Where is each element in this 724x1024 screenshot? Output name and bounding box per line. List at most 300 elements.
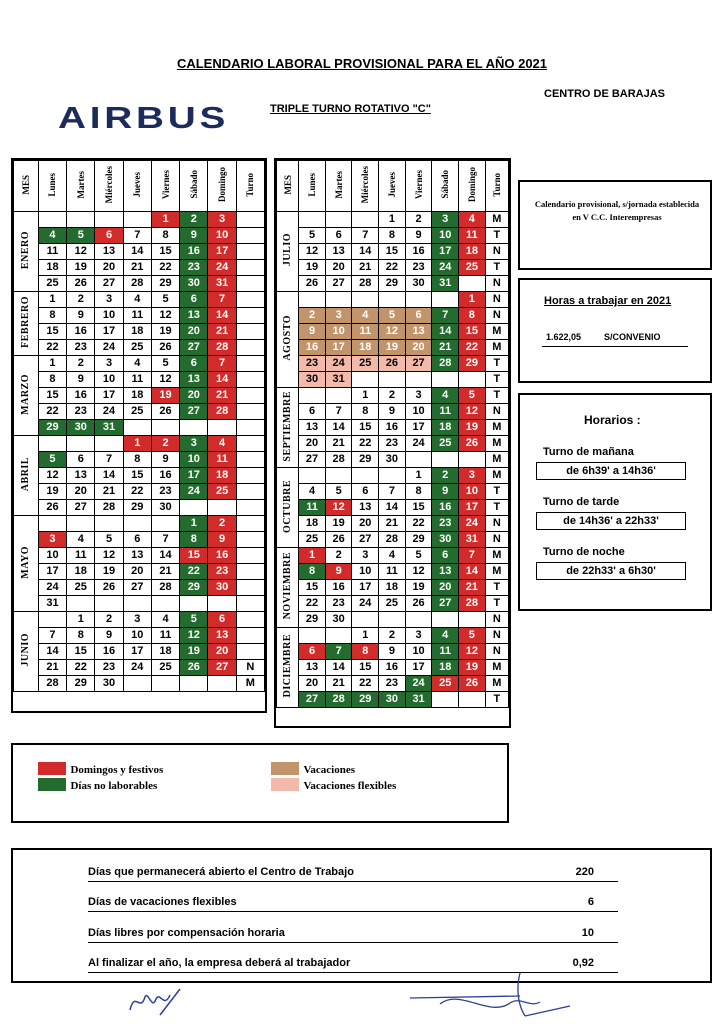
day-cell: 20 (180, 324, 208, 340)
day-cell: 3 (405, 388, 432, 404)
day-cell: 26 (379, 356, 406, 372)
day-cell: 15 (151, 244, 179, 260)
week-row (277, 484, 509, 500)
week-row (14, 532, 265, 548)
week-row (14, 676, 265, 692)
day-cell: 2 (151, 436, 179, 452)
day-cell: 21 (325, 436, 352, 452)
turn-cell (236, 484, 264, 500)
day-cell: 20 (432, 580, 459, 596)
week-row (14, 244, 265, 260)
horas-panel (518, 278, 712, 383)
day-cell: 1 (38, 292, 66, 308)
day-cell: 18 (352, 340, 379, 356)
day-cell: 31 (432, 276, 459, 292)
turn-cell (236, 388, 264, 404)
day-cell: 24 (405, 676, 432, 692)
day-cell: 16 (180, 244, 208, 260)
turn-cell: M (485, 212, 508, 228)
summary-row (88, 866, 618, 882)
day-cell (459, 452, 486, 468)
day-cell: 1 (299, 548, 326, 564)
calendar-table-left (13, 160, 265, 692)
day-cell (379, 612, 406, 628)
day-cell: 7 (95, 452, 123, 468)
day-cell: 18 (432, 420, 459, 436)
day-cell: 30 (208, 580, 236, 596)
day-cell: 12 (38, 468, 66, 484)
day-cell: 13 (352, 500, 379, 516)
summary-label: Días libres por compensación horaria (88, 927, 285, 939)
day-cell: 15 (352, 420, 379, 436)
day-cell: 16 (405, 244, 432, 260)
day-cell (432, 452, 459, 468)
signature-left (120, 985, 200, 1020)
day-cell: 3 (95, 356, 123, 372)
day-cell (432, 612, 459, 628)
turn-cell (236, 452, 264, 468)
day-cell: 23 (67, 340, 95, 356)
day-cell: 25 (38, 276, 66, 292)
day-cell: 22 (299, 596, 326, 612)
day-cell: 15 (38, 324, 66, 340)
day-cell: 11 (123, 308, 151, 324)
day-cell: 9 (151, 452, 179, 468)
day-cell: 1 (38, 356, 66, 372)
day-cell: 4 (432, 628, 459, 644)
day-cell (379, 372, 406, 388)
day-cell: 27 (123, 580, 151, 596)
day-cell: 18 (123, 388, 151, 404)
day-cell: 7 (325, 644, 352, 660)
header-label: Viernes (413, 169, 424, 200)
day-cell: 5 (459, 628, 486, 644)
day-cell: 27 (325, 276, 352, 292)
day-cell: 19 (151, 324, 179, 340)
turn-cell (236, 308, 264, 324)
month-label: DICIEMBRE (282, 634, 294, 698)
day-cell: 25 (432, 676, 459, 692)
day-cell: 16 (325, 580, 352, 596)
day-cell: 23 (151, 484, 179, 500)
day-cell (208, 500, 236, 516)
horas-line (542, 332, 688, 347)
day-cell: 24 (208, 260, 236, 276)
day-cell: 2 (405, 212, 432, 228)
day-cell: 17 (95, 324, 123, 340)
turn-cell: M (485, 340, 508, 356)
pink-swatch (271, 778, 299, 791)
day-cell: 2 (299, 308, 326, 324)
day-cell (325, 388, 352, 404)
day-cell: 21 (95, 484, 123, 500)
day-cell: 1 (352, 628, 379, 644)
header-cell (38, 161, 66, 212)
day-cell: 10 (95, 308, 123, 324)
day-cell: 8 (352, 644, 379, 660)
month-label: MARZO (20, 373, 32, 415)
turn-cell: N (485, 308, 508, 324)
day-cell: 16 (432, 500, 459, 516)
turn-cell: M (485, 452, 508, 468)
header-label: Viernes (160, 169, 171, 200)
day-cell: 15 (379, 244, 406, 260)
provisional-panel (518, 180, 712, 270)
day-cell: 12 (405, 564, 432, 580)
turn-cell (236, 596, 264, 612)
day-cell: 9 (379, 404, 406, 420)
turn-cell: M (485, 676, 508, 692)
day-cell: 28 (379, 532, 406, 548)
day-cell: 22 (379, 260, 406, 276)
month-cell (277, 388, 299, 468)
day-cell: 8 (123, 452, 151, 468)
day-cell: 28 (432, 356, 459, 372)
header-cell (67, 161, 95, 212)
week-row (14, 340, 265, 356)
day-cell: 23 (299, 356, 326, 372)
day-cell: 5 (299, 228, 326, 244)
day-cell: 28 (151, 580, 179, 596)
day-cell (151, 596, 179, 612)
day-cell: 21 (208, 388, 236, 404)
day-cell: 12 (325, 500, 352, 516)
month-cell (14, 212, 39, 292)
day-cell: 18 (299, 516, 326, 532)
day-cell (67, 212, 95, 228)
day-cell: 15 (459, 324, 486, 340)
day-cell: 28 (459, 596, 486, 612)
calendar-table-right (276, 160, 509, 708)
day-cell (208, 676, 236, 692)
month-cell (277, 292, 299, 388)
day-cell: 15 (352, 660, 379, 676)
day-cell: 13 (299, 660, 326, 676)
day-cell: 26 (459, 676, 486, 692)
week-row (14, 612, 265, 628)
day-cell: 11 (352, 324, 379, 340)
day-cell: 24 (180, 484, 208, 500)
day-cell: 14 (38, 644, 66, 660)
header-label: Turno (245, 172, 256, 197)
header-cell (432, 161, 459, 212)
day-cell: 19 (405, 580, 432, 596)
day-cell: 10 (432, 228, 459, 244)
day-cell: 16 (299, 340, 326, 356)
day-cell: 23 (95, 660, 123, 676)
week-row (277, 420, 509, 436)
horas-title: Horas a trabajar en 2021 (544, 295, 672, 307)
day-cell: 3 (38, 532, 66, 548)
day-cell: 2 (180, 212, 208, 228)
day-cell: 12 (151, 308, 179, 324)
header-cell (379, 161, 406, 212)
airbus-logo: AIRBUS (58, 100, 230, 135)
week-row (14, 276, 265, 292)
day-cell: 30 (299, 372, 326, 388)
day-cell: 9 (67, 372, 95, 388)
day-cell: 29 (123, 500, 151, 516)
week-row (14, 228, 265, 244)
week-row (14, 500, 265, 516)
day-cell: 25 (299, 532, 326, 548)
week-row (14, 420, 265, 436)
day-cell: 16 (379, 420, 406, 436)
day-cell: 11 (459, 228, 486, 244)
day-cell: 29 (67, 676, 95, 692)
header-label: Martes (333, 170, 344, 199)
day-cell: 15 (180, 548, 208, 564)
day-cell: 1 (151, 212, 179, 228)
day-cell: 11 (38, 244, 66, 260)
day-cell: 11 (208, 452, 236, 468)
month-label: MAYO (20, 545, 32, 579)
turn-cell: T (485, 596, 508, 612)
month-label: ABRIL (20, 456, 32, 492)
day-cell: 19 (180, 644, 208, 660)
day-cell (405, 612, 432, 628)
day-cell: 8 (38, 308, 66, 324)
day-cell: 14 (432, 324, 459, 340)
day-cell: 29 (180, 580, 208, 596)
day-cell: 10 (95, 372, 123, 388)
day-cell (180, 596, 208, 612)
turn-cell: N (485, 532, 508, 548)
turn-cell (236, 500, 264, 516)
day-cell: 29 (379, 276, 406, 292)
week-row (277, 516, 509, 532)
turn-cell (236, 212, 264, 228)
day-cell: 21 (151, 564, 179, 580)
day-cell: 24 (95, 340, 123, 356)
turn-cell (236, 372, 264, 388)
day-cell: 26 (459, 436, 486, 452)
month-cell (14, 356, 39, 436)
summary-row (88, 896, 618, 912)
day-cell: 22 (180, 564, 208, 580)
calendar-panel-left (11, 158, 267, 713)
day-cell: 19 (95, 564, 123, 580)
day-cell: 19 (67, 260, 95, 276)
day-cell (352, 468, 379, 484)
day-cell: 31 (208, 276, 236, 292)
day-cell: 15 (299, 580, 326, 596)
week-row (14, 628, 265, 644)
legend-vacaciones-label: Vacaciones (303, 764, 355, 776)
day-cell (38, 436, 66, 452)
header-label: Sábado (188, 170, 199, 199)
week-row (14, 212, 265, 228)
turn-cell (236, 580, 264, 596)
day-cell: 2 (67, 356, 95, 372)
week-row (277, 260, 509, 276)
day-cell: 4 (432, 388, 459, 404)
day-cell: 4 (299, 484, 326, 500)
week-row (277, 228, 509, 244)
day-cell: 26 (299, 276, 326, 292)
week-row (277, 628, 509, 644)
day-cell: 28 (38, 676, 66, 692)
day-cell (123, 676, 151, 692)
day-cell: 26 (405, 596, 432, 612)
day-cell: 3 (208, 212, 236, 228)
month-cell (277, 548, 299, 628)
day-cell: 3 (459, 468, 486, 484)
day-cell (38, 212, 66, 228)
day-cell: 24 (95, 404, 123, 420)
signature-right (400, 968, 580, 1020)
day-cell: 1 (405, 468, 432, 484)
day-cell: 20 (208, 644, 236, 660)
day-cell: 17 (405, 420, 432, 436)
week-row (277, 404, 509, 420)
day-cell: 16 (67, 324, 95, 340)
header-cell (123, 161, 151, 212)
day-cell (299, 468, 326, 484)
turn-cell: M (236, 676, 264, 692)
day-cell: 13 (325, 244, 352, 260)
day-cell: 4 (67, 532, 95, 548)
manana-label: Turno de mañana (543, 446, 634, 458)
day-cell: 16 (151, 468, 179, 484)
day-cell (38, 612, 66, 628)
week-row (277, 596, 509, 612)
day-cell: 14 (379, 500, 406, 516)
day-cell: 5 (67, 228, 95, 244)
turn-cell (236, 276, 264, 292)
day-cell: 21 (379, 516, 406, 532)
day-cell: 27 (299, 452, 326, 468)
day-cell: 7 (123, 228, 151, 244)
day-cell (325, 468, 352, 484)
day-cell: 5 (180, 612, 208, 628)
day-cell: 18 (67, 564, 95, 580)
day-cell: 22 (405, 516, 432, 532)
day-cell: 11 (123, 372, 151, 388)
day-cell: 10 (405, 644, 432, 660)
day-cell: 15 (67, 644, 95, 660)
turn-cell (236, 468, 264, 484)
turn-cell: M (485, 548, 508, 564)
turn-cell (236, 340, 264, 356)
day-cell: 25 (432, 436, 459, 452)
day-cell: 16 (379, 660, 406, 676)
header-label: Miércoles (104, 165, 115, 204)
month-label: OCTUBRE (282, 479, 294, 533)
turn-cell (236, 532, 264, 548)
day-cell: 7 (352, 228, 379, 244)
day-cell: 2 (379, 628, 406, 644)
turn-cell: N (485, 516, 508, 532)
day-cell: 8 (459, 308, 486, 324)
day-cell (379, 292, 406, 308)
provisional-text: Calendario provisional, s/jornada establecida en V C.C. Interempresas (534, 199, 700, 222)
day-cell: 15 (405, 500, 432, 516)
week-row (277, 644, 509, 660)
week-row (14, 660, 265, 676)
day-cell: 2 (325, 548, 352, 564)
day-cell (95, 212, 123, 228)
day-cell: 10 (325, 324, 352, 340)
day-cell: 1 (180, 516, 208, 532)
day-cell (325, 212, 352, 228)
day-cell: 23 (379, 436, 406, 452)
day-cell: 30 (95, 676, 123, 692)
summary-value: 6 (587, 896, 594, 908)
day-cell: 11 (67, 548, 95, 564)
day-cell: 17 (352, 580, 379, 596)
noche-value: de 22h33' a 6h30' (536, 562, 686, 580)
day-cell: 28 (208, 404, 236, 420)
header-cell (277, 161, 299, 212)
day-cell (299, 212, 326, 228)
turn-cell: N (236, 660, 264, 676)
day-cell: 7 (38, 628, 66, 644)
turn-cell: N (485, 276, 508, 292)
day-cell (208, 596, 236, 612)
day-cell (67, 436, 95, 452)
day-cell: 24 (123, 660, 151, 676)
week-row (14, 596, 265, 612)
day-cell: 31 (325, 372, 352, 388)
day-cell: 1 (459, 292, 486, 308)
day-cell (352, 292, 379, 308)
week-row (14, 580, 265, 596)
week-row (277, 388, 509, 404)
week-row (14, 356, 265, 372)
week-row (14, 404, 265, 420)
day-cell: 28 (325, 452, 352, 468)
week-row (277, 452, 509, 468)
day-cell (95, 436, 123, 452)
day-cell: 7 (151, 532, 179, 548)
header-label: Domingo (466, 166, 477, 202)
day-cell: 6 (299, 644, 326, 660)
week-row (14, 388, 265, 404)
turn-cell: N (485, 404, 508, 420)
day-cell: 17 (180, 468, 208, 484)
turn-cell: N (485, 292, 508, 308)
day-cell: 27 (180, 340, 208, 356)
day-cell: 5 (405, 548, 432, 564)
week-row (14, 308, 265, 324)
day-cell: 2 (67, 292, 95, 308)
header-cell (485, 161, 508, 212)
day-cell: 4 (123, 292, 151, 308)
day-cell: 30 (180, 276, 208, 292)
day-cell: 6 (432, 548, 459, 564)
day-cell: 5 (459, 388, 486, 404)
day-cell: 27 (352, 532, 379, 548)
day-cell: 2 (208, 516, 236, 532)
day-cell: 13 (208, 628, 236, 644)
day-cell: 25 (123, 340, 151, 356)
day-cell: 13 (180, 308, 208, 324)
day-cell: 24 (432, 260, 459, 276)
day-cell (352, 372, 379, 388)
day-cell: 22 (67, 660, 95, 676)
day-cell: 30 (432, 532, 459, 548)
horas-value: 1.622,05 (546, 332, 582, 342)
day-cell: 21 (432, 340, 459, 356)
day-cell: 27 (180, 404, 208, 420)
day-cell: 7 (325, 404, 352, 420)
header-cell (299, 161, 326, 212)
day-cell (123, 516, 151, 532)
header-label: Jueves (132, 171, 143, 198)
day-cell: 20 (123, 564, 151, 580)
day-cell: 24 (352, 596, 379, 612)
